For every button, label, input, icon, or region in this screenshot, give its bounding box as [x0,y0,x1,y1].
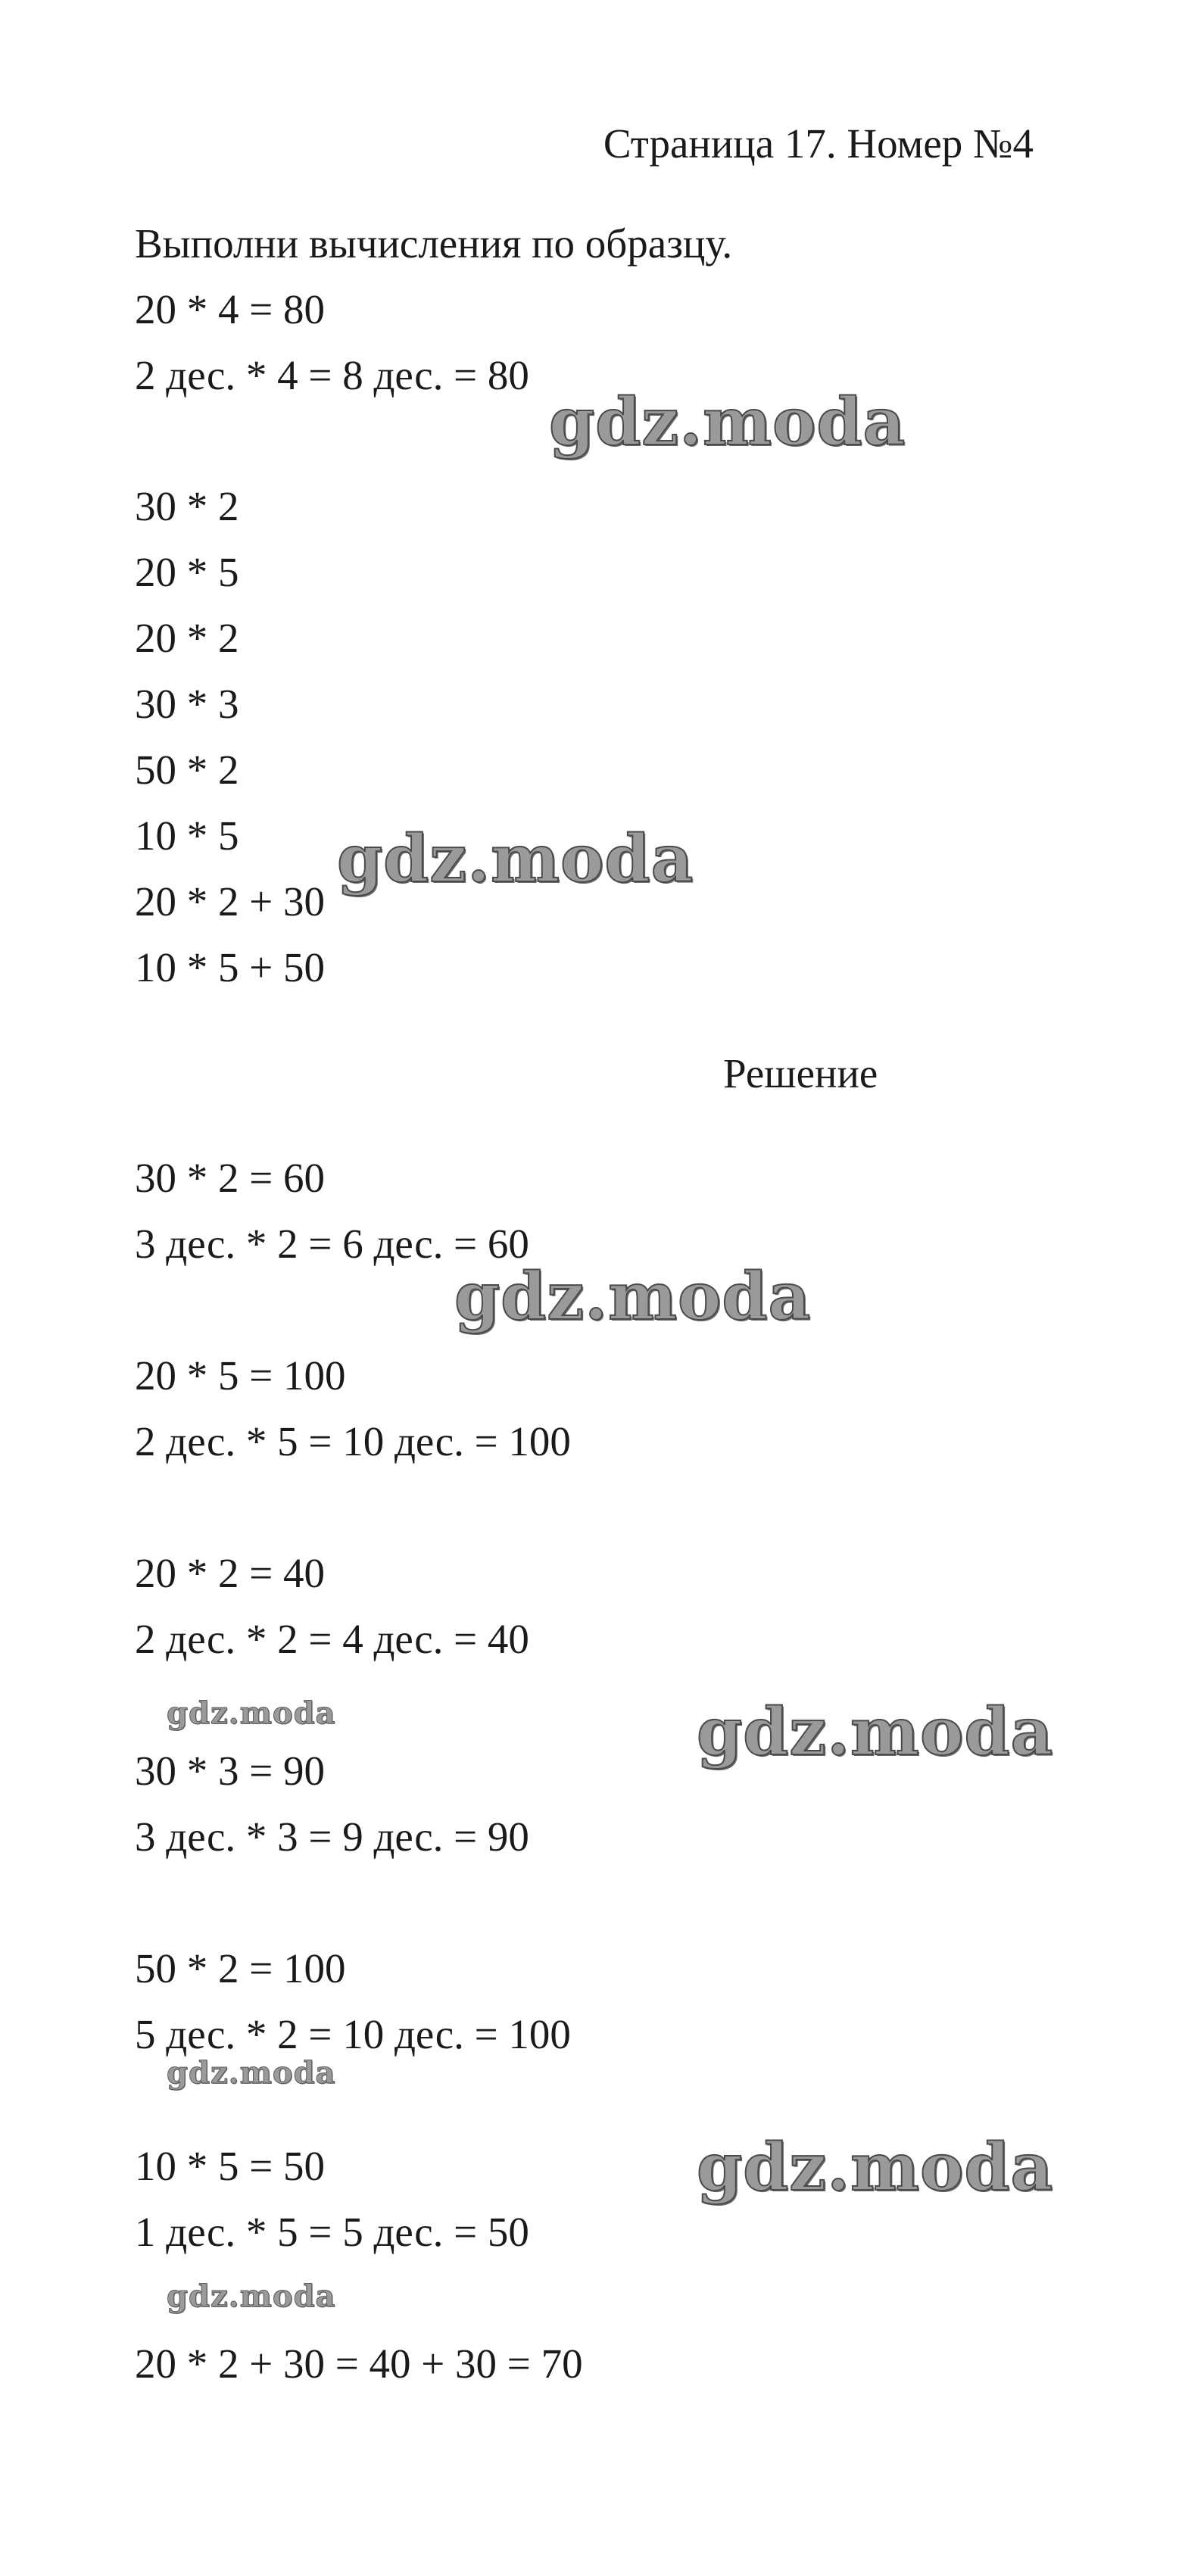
solution-line: 2 дес. * 5 = 10 дес. = 100 [135,1418,571,1464]
solution-line: 30 * 3 = 90 [135,1748,326,1794]
solution-line: 20 * 5 = 100 [135,1352,346,1399]
watermark: gdz.moda [697,1694,1054,1770]
example-line: 20 * 4 = 80 [135,286,326,332]
solution-heading: Решение [723,1050,878,1096]
watermark: gdz.moda [167,2055,336,2091]
exercise-line: 10 * 5 + 50 [135,944,326,990]
solution-line: 3 дес. * 3 = 9 дес. = 90 [135,1813,529,1860]
solution-line: 10 * 5 = 50 [135,2143,326,2189]
exercise-line: 20 * 2 + 30 [135,878,326,925]
watermark: gdz.moda [167,1695,336,1731]
page-title: Страница 17. Номер №4 [603,120,1034,167]
solution-line: 1 дес. * 5 = 5 дес. = 50 [135,2209,529,2255]
task-instruction: Выполни вычисления по образцу. [135,220,733,267]
watermark: gdz.moda [167,2278,336,2314]
exercise-line: 20 * 5 [135,549,239,595]
solution-line: 20 * 2 = 40 [135,1550,326,1596]
solution-line: 2 дес. * 2 = 4 дес. = 40 [135,1616,529,1662]
solution-line: 3 дес. * 2 = 6 дес. = 60 [135,1221,529,1267]
watermark: gdz.moda [697,2129,1054,2206]
exercise-line: 50 * 2 [135,747,239,793]
solution-line: 50 * 2 = 100 [135,1945,346,1991]
solution-line: 20 * 2 + 30 = 40 + 30 = 70 [135,2341,583,2387]
exercise-line: 20 * 2 [135,615,239,661]
watermark: gdz.moda [454,1258,812,1335]
exercise-line: 30 * 3 [135,681,239,727]
solution-line: 30 * 2 = 60 [135,1155,326,1201]
exercise-line: 30 * 2 [135,483,239,529]
watermark: gdz.moda [549,384,906,460]
exercise-line: 10 * 5 [135,812,239,859]
solution-line: 5 дес. * 2 = 10 дес. = 100 [135,2011,571,2057]
example-line: 2 дес. * 4 = 8 дес. = 80 [135,352,529,398]
watermark: gdz.moda [337,821,694,897]
